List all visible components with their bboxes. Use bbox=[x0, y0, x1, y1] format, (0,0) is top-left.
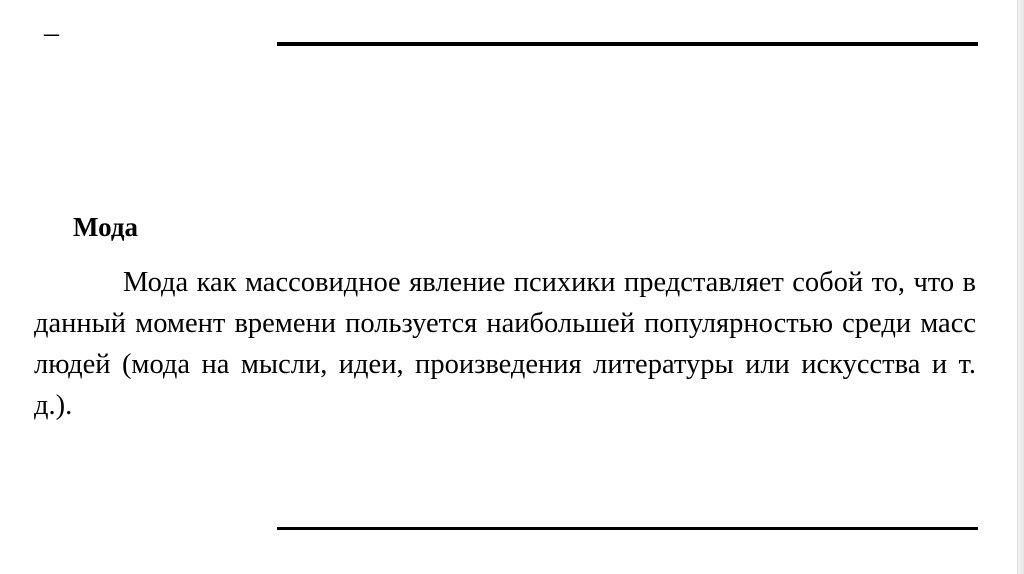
top-rule bbox=[277, 42, 978, 46]
dash-mark: – bbox=[44, 16, 59, 49]
slide-edge bbox=[1017, 0, 1024, 574]
bottom-rule bbox=[277, 527, 978, 530]
body-paragraph: Мода как массовидное явление психики представляет собой то, что в данный момент времени пользуется наибольшей популярностью среди масс людей (мода на мысли, идеи, произведения литературы или искусства и т. д.). bbox=[34, 267, 976, 421]
section-heading: Мода bbox=[73, 212, 139, 242]
